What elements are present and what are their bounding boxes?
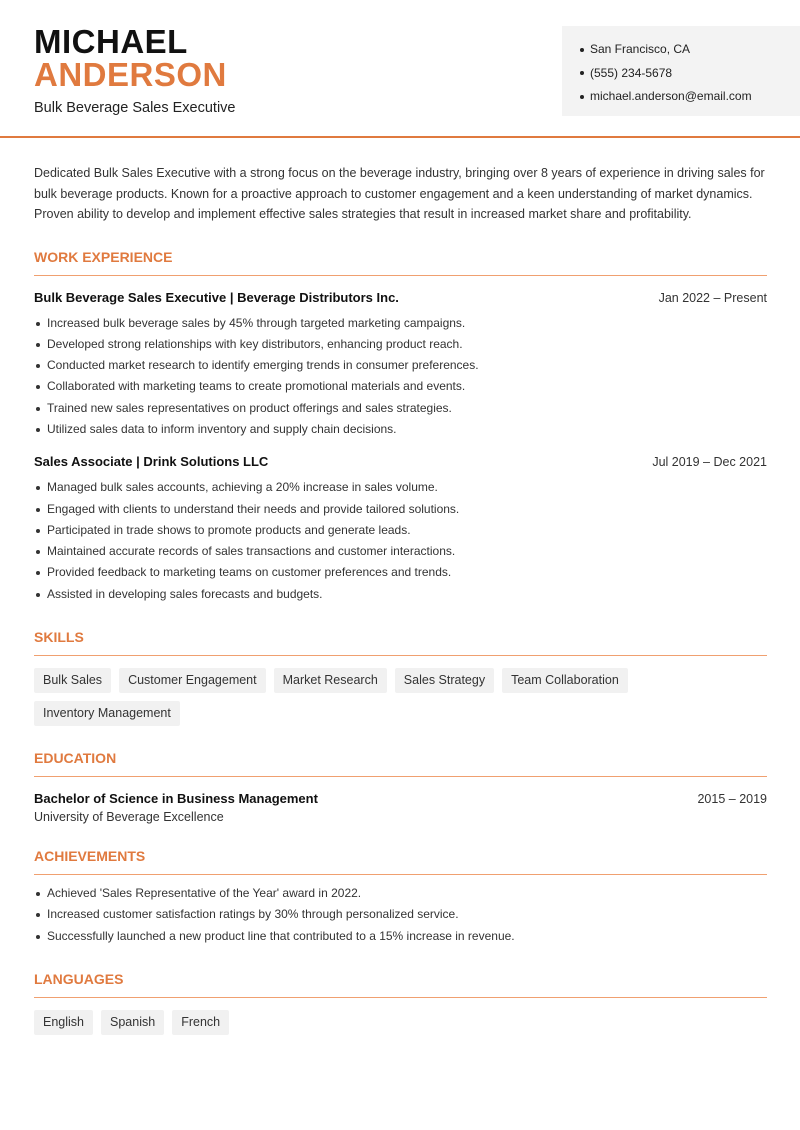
job-bullets bbox=[34, 477, 767, 605]
list-item: Engaged with clients to understand their needs and provide tailored solutions. bbox=[34, 499, 767, 520]
list-item: Developed strong relationships with key distributors, enhancing product reach. bbox=[34, 334, 767, 355]
skills-list bbox=[34, 668, 767, 726]
education-degree: Bachelor of Science in Business Management bbox=[34, 791, 318, 807]
skill-tag: Sales Strategy bbox=[395, 668, 494, 693]
contact-location bbox=[580, 38, 800, 62]
contact-phone bbox=[580, 62, 800, 86]
job-role: Bulk Beverage Sales Executive | Beverage Distributors Inc. bbox=[34, 289, 399, 305]
skill-tag: Bulk Sales bbox=[34, 668, 111, 693]
list-item: Successfully launched a new product line that contributed to a 15% increase in revenue. bbox=[34, 926, 767, 947]
section-title-skills: SKILLS bbox=[34, 629, 767, 656]
location-text: San Francisco, CA bbox=[590, 42, 691, 56]
list-item: Achieved 'Sales Representative of the Year' award in 2022. bbox=[34, 883, 767, 904]
summary: Dedicated Bulk Sales Executive with a strong focus on the beverage industry, bringing over 8 years of experience in driving sales for bulk beverage products. Known for a proactive approach to customer engagement and a keen understanding of market dynamics. Proven ability to develop and implement effective sales strategies that result in increased market share and profitability. bbox=[34, 166, 765, 221]
job-entry bbox=[34, 454, 767, 605]
skill-tag: Inventory Management bbox=[34, 701, 180, 726]
job-dates: Jul 2019 – Dec 2021 bbox=[652, 455, 767, 470]
skill-tag: Market Research bbox=[274, 668, 387, 693]
contact-email[interactable] bbox=[580, 85, 800, 109]
languages-list bbox=[34, 1010, 767, 1035]
language-tag: French bbox=[172, 1010, 229, 1035]
resume-header bbox=[0, 0, 800, 138]
language-tag: English bbox=[34, 1010, 93, 1035]
list-item: Managed bulk sales accounts, achieving a 20% increase in sales volume. bbox=[34, 477, 767, 498]
section-title-achievements: ACHIEVEMENTS bbox=[34, 848, 767, 875]
list-item: Participated in trade shows to promote products and generate leads. bbox=[34, 520, 767, 541]
bullet-icon bbox=[580, 48, 584, 52]
job-role: Sales Associate | Drink Solutions LLC bbox=[34, 454, 269, 470]
list-item: Increased bulk beverage sales by 45% through targeted marketing campaigns. bbox=[34, 313, 767, 334]
email-text[interactable]: michael.anderson@email.com bbox=[590, 89, 752, 103]
job-dates: Jan 2022 – Present bbox=[658, 290, 767, 305]
bullet-icon bbox=[580, 95, 584, 99]
job-title: Bulk Beverage Sales Executive bbox=[34, 100, 236, 116]
skill-tag: Customer Engagement bbox=[119, 668, 266, 693]
phone-text: (555) 234-5678 bbox=[590, 65, 673, 80]
list-item: Maintained accurate records of sales transactions and customer interactions. bbox=[34, 541, 767, 562]
education-school: University of Beverage Excellence bbox=[34, 810, 224, 825]
education-entry bbox=[34, 791, 767, 824]
list-item: Collaborated with marketing teams to create promotional materials and events. bbox=[34, 376, 767, 397]
list-item: Increased customer satisfaction ratings by 30% through personalized service. bbox=[34, 904, 767, 925]
job-bullets bbox=[34, 313, 767, 441]
skill-tag: Team Collaboration bbox=[502, 668, 628, 693]
first-name: MICHAEL bbox=[34, 23, 188, 60]
section-title-work: WORK EXPERIENCE bbox=[34, 249, 767, 276]
bullet-icon bbox=[580, 71, 584, 75]
list-item: Provided feedback to marketing teams on customer preferences and trends. bbox=[34, 562, 767, 583]
education-years: 2015 – 2019 bbox=[697, 792, 767, 807]
resume-body bbox=[34, 163, 767, 1035]
last-name: ANDERSON bbox=[34, 56, 227, 93]
job-entry bbox=[34, 290, 767, 441]
list-item: Trained new sales representatives on product offerings and sales strategies. bbox=[34, 398, 767, 419]
list-item: Conducted market research to identify emerging trends in consumer preferences. bbox=[34, 355, 767, 376]
section-title-languages: LANGUAGES bbox=[34, 971, 767, 998]
list-item: Assisted in developing sales forecasts and budgets. bbox=[34, 584, 767, 605]
language-tag: Spanish bbox=[101, 1010, 164, 1035]
list-item: Utilized sales data to inform inventory and supply chain decisions. bbox=[34, 419, 767, 440]
section-title-education: EDUCATION bbox=[34, 750, 767, 777]
achievements-list bbox=[34, 883, 767, 947]
contact-box bbox=[562, 26, 800, 116]
